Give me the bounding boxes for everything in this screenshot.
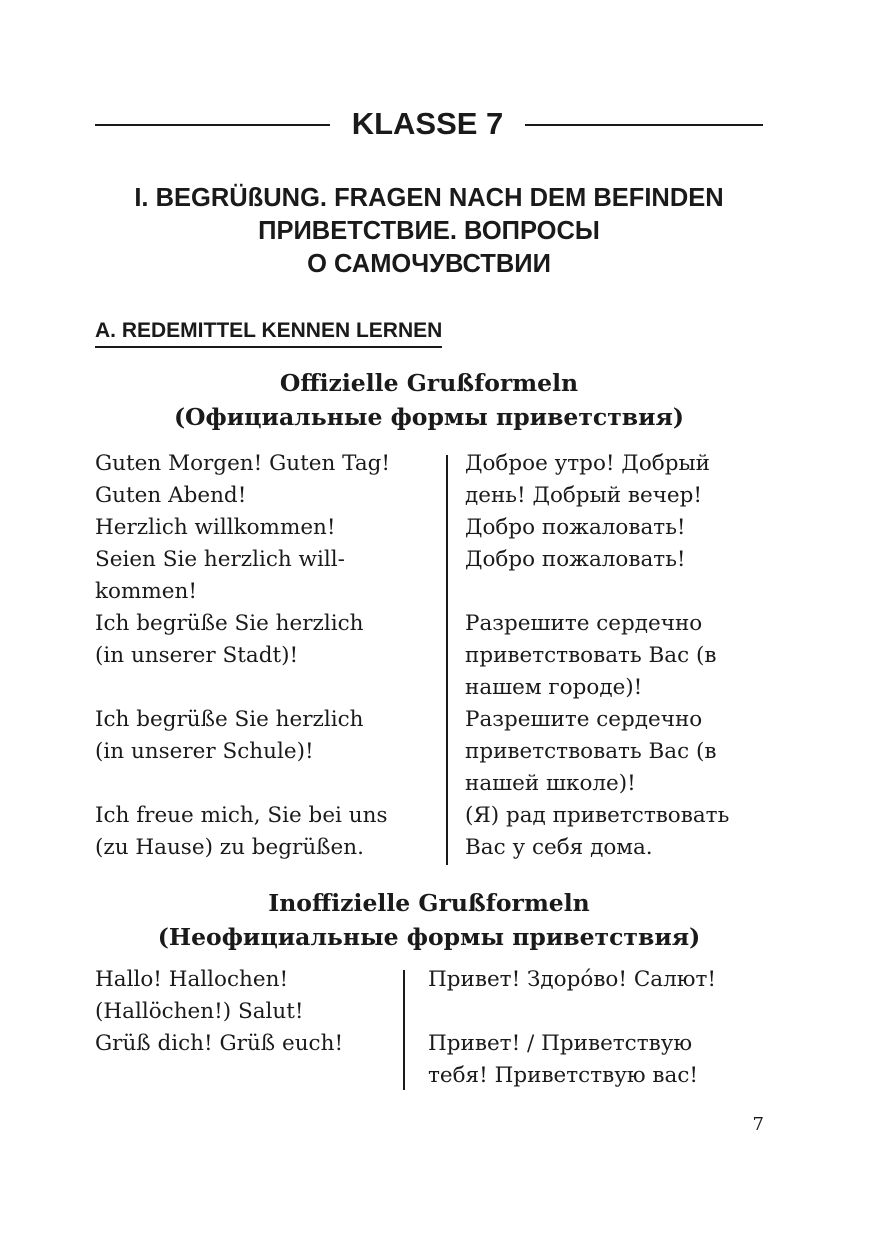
phrase-de: Guten Morgen! Guten Tag!: [95, 451, 391, 476]
unofficial-title-de: Inoffizielle Grußformeln: [268, 889, 590, 917]
header-rule-right: [525, 124, 763, 126]
official-title-ru: (Официальные формы приветствия): [173, 403, 685, 431]
phrase-ru: день! Добрый вечер!: [465, 483, 703, 508]
phrase-ru: приветствовать Вас (в: [465, 643, 717, 668]
phrase-ru: [428, 996, 716, 1028]
phrase-ru: Доброе утро! Добрый: [465, 451, 710, 476]
phrase-de: Ich begrüße Sie herzlich: [95, 707, 364, 732]
phrase-de: Seien Sie herzlich will-: [95, 547, 345, 572]
official-column-divider: [446, 455, 448, 865]
phrase-ru: тебя! Приветствую вас!: [428, 1063, 699, 1088]
chapter-header: [95, 100, 763, 150]
phrase-de: Guten Abend!: [95, 483, 247, 508]
phrase-de: Ich begrüße Sie herzlich: [95, 611, 364, 636]
unofficial-title-ru: (Неофициальные формы приветствия): [157, 923, 701, 951]
phrase-de: [95, 672, 390, 704]
section-heading: [95, 182, 763, 281]
section-heading-line-3: О САМОЧУВСТВИИ: [307, 250, 551, 278]
unofficial-title: [95, 886, 763, 954]
phrase-de: (zu Hause) zu begrüßen.: [95, 835, 364, 860]
official-title: [95, 366, 763, 434]
section-heading-line-1: I. BEGRÜßUNG. FRAGEN NACH DEM BEFINDEN: [134, 184, 724, 212]
phrase-de: [95, 768, 390, 800]
header-rule-left: [95, 124, 330, 126]
phrase-de: [95, 1060, 343, 1092]
chapter-title: KLASSE 7: [351, 106, 504, 141]
subheading: A. REDEMITTEL KENNEN LERNEN: [95, 317, 442, 348]
phrase-ru: приветствовать Вас (в: [465, 739, 717, 764]
phrase-de: (in unserer Stadt)!: [95, 643, 299, 668]
phrase-ru: [465, 576, 729, 608]
phrase-ru: Привет! / Приветствую: [428, 1031, 693, 1056]
phrase-ru: Разрешите сердечно: [465, 707, 703, 732]
unofficial-column-divider: [403, 970, 405, 1090]
phrase-de: Ich freue mich, Sie bei uns: [95, 803, 388, 828]
page-number: 7: [752, 1114, 764, 1135]
phrase-ru: (Я) рад приветствовать: [465, 803, 730, 828]
phrase-ru: нашей школе)!: [465, 771, 636, 796]
phrase-de: (Hallöchen!) Salut!: [95, 999, 304, 1024]
unofficial-left-column: [95, 964, 343, 1092]
phrase-de: Herzlich willkommen!: [95, 515, 336, 540]
official-title-de: Offizielle Grußformeln: [279, 369, 579, 397]
phrase-ru: нашем городе)!: [465, 675, 643, 700]
phrase-de: Hallo! Hallochen!: [95, 967, 289, 992]
phrase-de: (in unserer Schule)!: [95, 739, 314, 764]
phrase-ru: Добро пожаловать!: [465, 547, 686, 572]
phrase-ru: Вас у себя дома.: [465, 835, 653, 860]
phrase-de: Grüß dich! Grüß euch!: [95, 1031, 344, 1056]
phrase-de: kommen!: [95, 579, 197, 604]
phrase-ru: Добро пожаловать!: [465, 515, 686, 540]
phrase-ru: Привет! Здоро́во! Салют!: [428, 967, 717, 992]
phrase-ru: Разрешите сердечно: [465, 611, 703, 636]
section-heading-line-2: ПРИВЕТСТВИЕ. ВОПРОСЫ: [258, 217, 600, 245]
unofficial-right-column: [428, 964, 716, 1092]
official-right-column: [465, 448, 729, 864]
official-left-column: [95, 448, 390, 864]
